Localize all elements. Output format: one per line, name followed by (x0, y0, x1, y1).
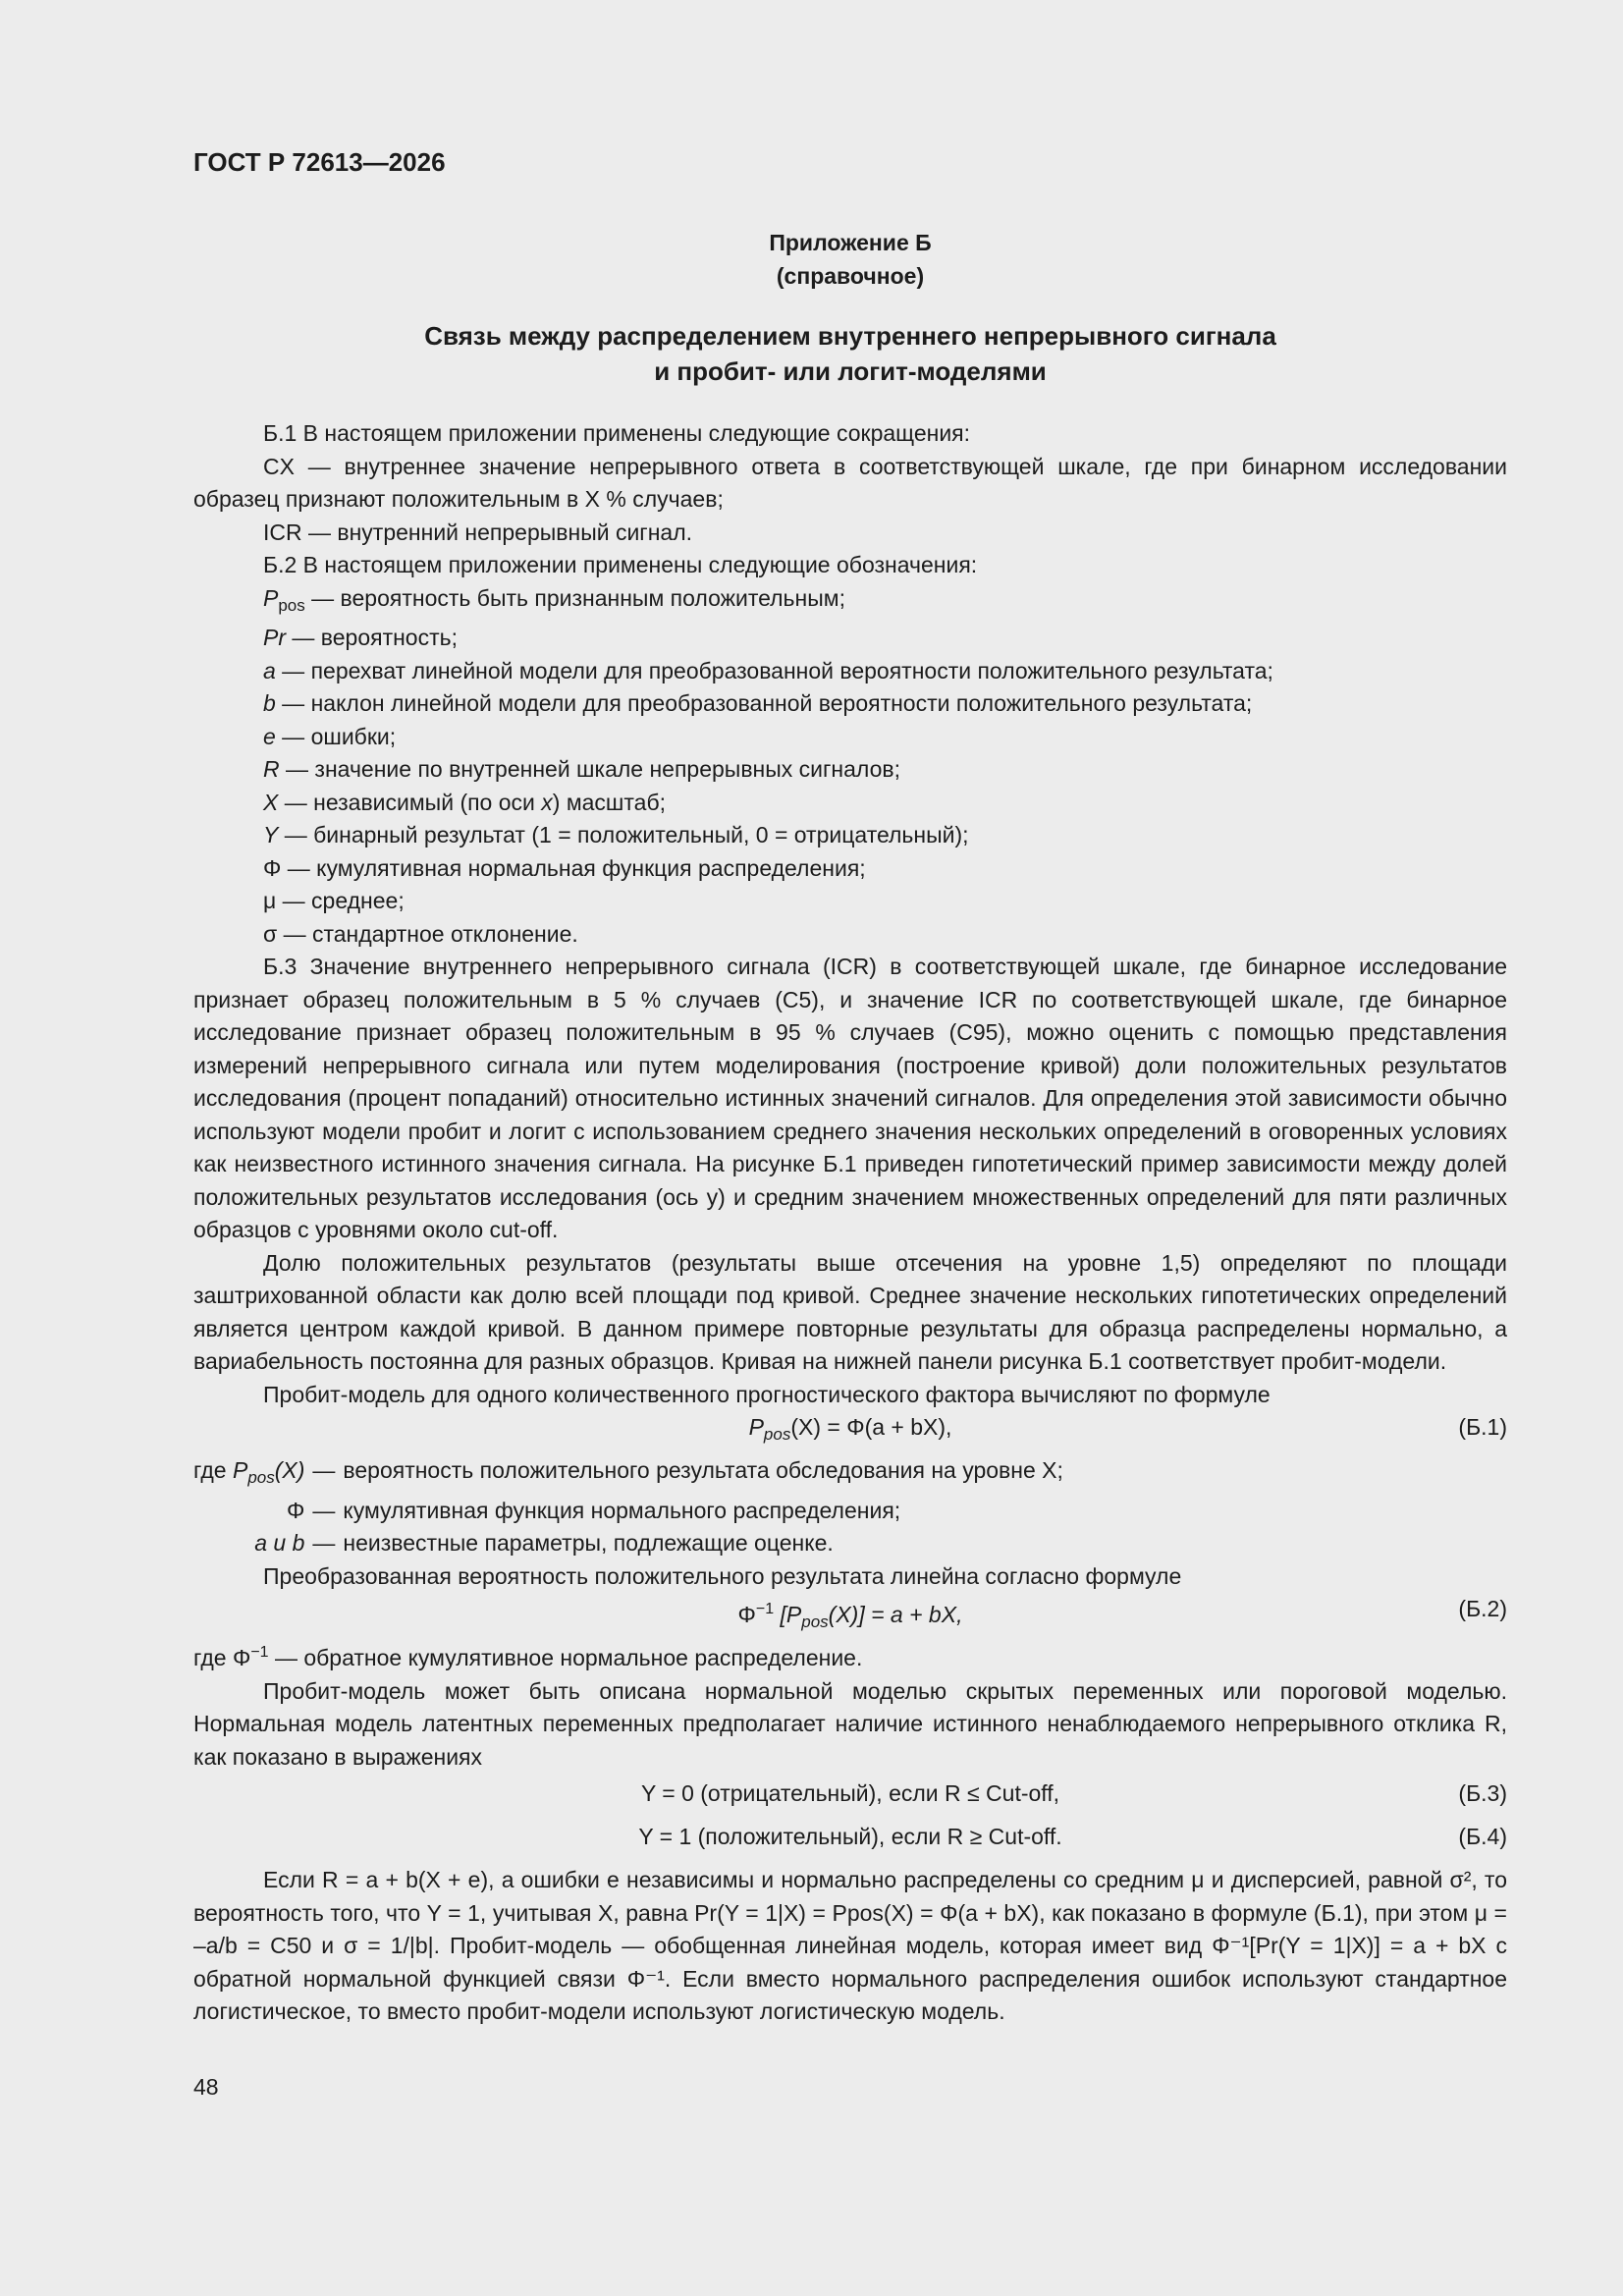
where-inverse (193, 1636, 1507, 1675)
where-inverse-pre: где Φ (193, 1645, 251, 1670)
formula-b3-number: (Б.3) (1458, 1780, 1507, 1806)
paragraph-probit-intro: Пробит-модель для одного количественного прогностического фактора вычисляют по формуле (263, 1381, 1271, 1407)
symbol-x (193, 787, 1507, 820)
f1-sub: pos (763, 1425, 791, 1444)
paragraph-positives: Долю положительных результатов (результаты выше отсечения на уровне 1,5) определяют по площади заштрихованной области как долю всей площади под кривой. Среднее значение нескольких гипотетических определений является центром каждой кривой. В данном примере повторные результаты для образца распределены нормально, а вариабельность постоянна для разных образцов. Кривая на нижней панели рисунка Б.1 соответствует пробит-модели. (193, 1249, 1507, 1374)
where-dash-3: — (312, 1530, 336, 1556)
abbr-intro: Б.1 В настоящем приложении применены следующие сокращения: (263, 420, 971, 446)
appendix-title (193, 318, 1507, 389)
where-desc-2: кумулятивная функция нормального распределения; (343, 1497, 901, 1523)
appendix-kind: (справочное) (776, 263, 925, 289)
formula-b1 (193, 1411, 1507, 1454)
sym-a: a (263, 657, 276, 683)
sym-r: R (263, 756, 280, 782)
f2-phi: Φ (737, 1602, 756, 1627)
paragraph-transformed: Преобразованная вероятность положительного результата линейна согласно формуле (263, 1562, 1182, 1589)
sym-b: b (263, 690, 276, 716)
sym-x: X (263, 789, 279, 815)
where-k1-sub: pos (247, 1468, 275, 1487)
sym-p-sub: pos (278, 595, 305, 615)
symbol-ppos (193, 582, 1507, 623)
where-k1-p: P (232, 1457, 248, 1483)
sym-p: P (263, 584, 279, 611)
symbol-a (193, 655, 1507, 688)
where-key-2: Φ (287, 1497, 305, 1523)
f2-open: [P (774, 1602, 802, 1627)
paragraph-b3: Б.3 Значение внутреннего непрерывного сигнала (ICR) в соответствующей шкале, где бинарное исследование признает образец положительным в 5 % случаев (C5), и значение ICR по соответствующей шкале, где бинарное исследование признает образец положительным в 95 % случаев (C95), можно оценить с помощью представления измерений непрерывного сигнала или путем моделирования (построение кривой) доли положительных результатов исследования (процент попаданий) относительно истинных значений сигналов. Для определения этой зависимости обычно используют модели пробит и логит с использованием среднего значения нескольких определений в оговоренных условиях как неизвестного истинного значения сигнала. На рисунке Б.1 приведен гипотетический пример зависимости между долей положительных результатов исследования (ось y) и средним значением множественных определений для пяти различных образцов с уровнями около cut-off. (193, 954, 1507, 1242)
sym-e: e (263, 723, 276, 749)
symbol-sigma: σ — стандартное отклонение. (263, 920, 578, 947)
abbr-icr: ICR — внутренний непрерывный сигнал. (263, 519, 692, 545)
symbol-e (193, 721, 1507, 754)
appendix-heading (193, 226, 1507, 293)
formula-b3-expr: Y = 0 (отрицательный), если R ≤ Cut-off, (640, 1780, 1060, 1806)
page-number: 48 (193, 2074, 219, 2100)
where-k1-arg: (X) (274, 1457, 305, 1483)
where-key-3: a и b (254, 1530, 305, 1556)
sym-r-desc: — значение по внутренней шкале непрерывных сигналов; (279, 756, 900, 782)
sym-p-desc: — вероятность быть признанным положительным; (304, 584, 845, 611)
f2-sub: pos (801, 1613, 829, 1631)
formula-b2-expr (193, 1593, 1507, 1639)
formula-b2-number: (Б.2) (1458, 1596, 1507, 1621)
formula-b4-number: (Б.4) (1458, 1824, 1507, 1849)
standard-header: ГОСТ Р 72613—2026 (193, 147, 446, 177)
where-inverse-sup: −1 (250, 1644, 269, 1661)
sym-a-desc: — перехват линейной модели для преобразованной вероятности положительного результата; (275, 657, 1273, 683)
symbol-phi: Φ — кумулятивная нормальная функция распределения; (263, 854, 866, 881)
formula-b1-number: (Б.1) (1458, 1414, 1507, 1440)
formula-b4-expr: Y = 1 (положительный), если R ≥ Cut-off. (638, 1824, 1062, 1849)
sym-pr-desc: — вероятность; (286, 625, 459, 650)
where-key-1 (193, 1454, 304, 1495)
sym-y: Y (263, 822, 279, 847)
where-inverse-rest: — обратное кумулятивное нормальное распределение. (268, 1645, 863, 1670)
symbols-intro: Б.2 В настоящем приложении применены следующие обозначения: (263, 552, 978, 577)
where-lead: где (193, 1457, 233, 1483)
symbol-pr (193, 622, 1507, 655)
sym-x-desc-1: — независимый (по оси (278, 789, 542, 815)
sym-y-desc: — бинарный результат (1 = положительный, 0 = отрицательный); (278, 822, 969, 847)
sym-x-desc-2: ) масштаб; (552, 789, 667, 815)
title-line-2: и пробит- или логит-моделями (654, 356, 1047, 386)
symbol-b (193, 687, 1507, 721)
title-line-1: Связь между распределением внутреннего непрерывного сигнала (424, 321, 1276, 351)
f1-rest: (X) = Φ(a + bX), (790, 1414, 952, 1440)
f2-rest: (X)] = a + bX, (828, 1602, 963, 1627)
f1-p: P (748, 1414, 764, 1440)
sym-e-desc: — ошибки; (275, 723, 397, 749)
formula-b3 (193, 1777, 1507, 1821)
paragraph-latent: Пробит-модель может быть описана нормальной моделью скрытых переменных или пороговой моделью. Нормальная модель латентных переменных предполагает наличие истинного ненаблюдаемого непрерывного отклика R, как показано в выражениях (193, 1677, 1507, 1770)
formula-b4 (193, 1821, 1507, 1864)
symbol-r (193, 753, 1507, 787)
sym-x-axis: x (541, 789, 553, 815)
sym-pr: Pr (263, 625, 286, 650)
symbol-y (193, 819, 1507, 852)
appendix-label: Приложение Б (769, 230, 932, 255)
symbol-mu: μ — среднее; (263, 888, 405, 913)
sym-b-desc: — наклон линейной модели для преобразованной вероятности положительного результата; (275, 690, 1253, 716)
where-desc-3: неизвестные параметры, подлежащие оценке. (343, 1530, 834, 1556)
where-desc-1: вероятность положительного результата обследования на уровне X; (343, 1457, 1063, 1483)
formula-b2 (193, 1593, 1507, 1636)
where-dash-1: — (312, 1457, 336, 1483)
formula-b1-expr (193, 1411, 1507, 1451)
f2-sup: −1 (755, 1601, 775, 1617)
where-dash-2: — (312, 1497, 336, 1523)
abbr-cx: CX — внутреннее значение непрерывного ответа в соответствующей шкале, где при бинарном исследовании образец признают положительным в X % случаев; (193, 453, 1507, 512)
paragraph-final: Если R = a + b(X + e), а ошибки e независимы и нормально распределены со средним μ и дисперсией, равной σ², то вероятность того, что Y = 1, учитывая X, равна Pr(Y = 1|X) = Ppos(X) = Φ(a + bX), как показано в формуле (Б.1), при этом μ = –a/b = C50 и σ = 1/|b|. Пробит-модель — обобщенная линейная модель, которая имеет вид Φ⁻¹[Pr(Y = 1|X)] = a + bX с обратной нормальной функцией связи Φ⁻¹. Если вместо нормального распределения ошибок используют стандартное логистическое, то вместо пробит-модели используют логистическую модель. (193, 1867, 1507, 2024)
where-block-1 (193, 1454, 1507, 1560)
document-body (193, 417, 1507, 2029)
